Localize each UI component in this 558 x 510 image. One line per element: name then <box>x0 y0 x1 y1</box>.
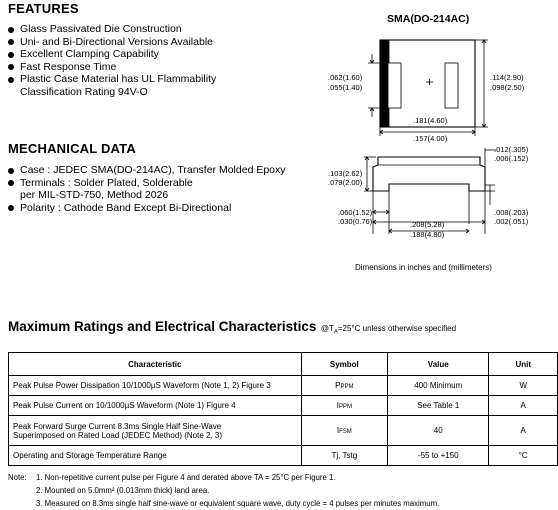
header-value: Value <box>388 353 489 376</box>
bullet-icon <box>8 64 14 70</box>
cell-symbol: Tj, Tstg <box>301 446 387 466</box>
bullet-icon <box>8 77 14 83</box>
dim-label: .208(5.28) <box>410 220 445 229</box>
cell-unit: A <box>489 396 558 416</box>
cell-value: 40 <box>388 416 489 446</box>
list-item-continuation: Classification Rating 94V-O <box>20 85 148 98</box>
cell-unit: W <box>489 376 558 396</box>
note-row <box>8 471 553 484</box>
dimensions-note: Dimensions in inches and (millimeters) <box>355 263 492 272</box>
list-item: Plastic Case Material has UL Flammability <box>8 73 308 86</box>
cell-characteristic: Peak Forward Surge Current 8.3ms Single Half Sine-Wave Superimposed on Rated Load (JEDEC Method) (Note 2, 3) <box>9 416 302 446</box>
bullet-icon <box>8 180 14 186</box>
dim-label: .062(1.60) <box>328 73 363 82</box>
header-unit: Unit <box>489 353 558 376</box>
cell-symbol: IFSM <box>301 416 387 446</box>
mechanical-heading: MECHANICAL DATA <box>8 141 136 156</box>
cell-characteristic: Peak Pulse Power Dissipation 10/1000µS Waveform (Note 1, 2) Figure 3 <box>9 376 302 396</box>
note-item: 1. Non-repetitive current pulse per Figure 4 and derated above TA = 25°C per Figure 1. <box>36 473 336 482</box>
header-characteristic: Characteristic <box>9 353 302 376</box>
package-body-side-view <box>373 157 485 191</box>
cell-unit: °C <box>489 446 558 466</box>
bullet-icon <box>8 52 14 58</box>
dim-label: .157(4.00) <box>413 134 448 143</box>
list-item-continuation: per MIL-STD-750, Method 2026 <box>20 189 169 202</box>
features-list <box>8 23 308 99</box>
table-row <box>9 376 558 396</box>
list-item: Fast Response Time <box>8 61 308 74</box>
cell-value: -55 to +150 <box>388 446 489 466</box>
package-drawing <box>310 30 550 260</box>
dim-label: .055(1.40) <box>328 83 363 92</box>
cell-characteristic: Peak Pulse Current on 10/1000µS Waveform (Note 1) Figure 4 <box>9 396 302 416</box>
note-item: 2. Mounted on 5.0mm² (0.013mm thick) land area. <box>36 486 210 495</box>
right-lead <box>445 63 458 108</box>
list-item: Uni- and Bi-Directional Versions Available <box>8 36 308 49</box>
dim-label: .181(4.60) <box>413 116 448 125</box>
ratings-condition: $@T_A=25^\circ C$ unless otherwise specified <box>320 324 457 336</box>
dim-label: .188(4.80) <box>410 230 445 239</box>
list-item: Polarity : Cathode Band Except Bi-Directional <box>8 202 328 215</box>
left-lead <box>388 63 401 108</box>
dim-label: .114(2.90) <box>490 73 524 82</box>
bullet-icon <box>8 39 14 45</box>
ratings-table <box>8 352 558 466</box>
list-item: Terminals : Solder Plated, Solderable <box>8 177 328 190</box>
notes <box>8 471 553 510</box>
dim-label: .012(.305) <box>494 145 529 154</box>
dim-label: .008(.203) <box>494 208 529 217</box>
table-row <box>9 396 558 416</box>
table-row <box>9 416 558 446</box>
dim-label: .030(0.76) <box>338 217 373 226</box>
dim-label: .079(2.00) <box>328 178 363 187</box>
dim-label: .103(2.62) <box>328 169 363 178</box>
features-heading: FEATURES <box>8 1 79 16</box>
list-item: Glass Passivated Die Construction <box>8 23 308 36</box>
notes-label: Note: <box>8 473 27 482</box>
cell-value: See Table 1 <box>388 396 489 416</box>
cell-value: 400 Minimum <box>388 376 489 396</box>
note-item: 3. Measured on 8.3ms single half sine-wave or equivalent square wave, duty cycle = 4 pulses per minutes maximum. <box>36 499 440 508</box>
mechanical-list <box>8 164 328 214</box>
cell-unit: A <box>489 416 558 446</box>
header-symbol: Symbol <box>301 353 387 376</box>
bullet-icon <box>8 27 14 33</box>
dim-label: .006(.152) <box>494 154 529 163</box>
dim-label: .002(.051) <box>494 217 529 226</box>
cell-symbol: IPPM <box>301 396 387 416</box>
bullet-icon <box>8 205 14 211</box>
table-row <box>9 446 558 466</box>
dim-label: .098(2.50) <box>490 83 525 92</box>
dim-label: .060(1.52) <box>338 208 373 217</box>
table-header-row <box>9 353 558 376</box>
ratings-title-text: Maximum Ratings and Electrical Characteristics <box>8 319 317 334</box>
package-title: SMA(DO-214AC) <box>387 13 470 25</box>
bullet-icon <box>8 168 14 174</box>
list-item: Case : JEDEC SMA(DO-214AC), Transfer Molded Epoxy <box>8 164 328 177</box>
cell-characteristic: Operating and Storage Temperature Range <box>9 446 302 466</box>
list-item: Excellent Clamping Capability <box>8 48 308 61</box>
cell-symbol: PPPM <box>301 376 387 396</box>
ratings-title <box>8 318 456 336</box>
